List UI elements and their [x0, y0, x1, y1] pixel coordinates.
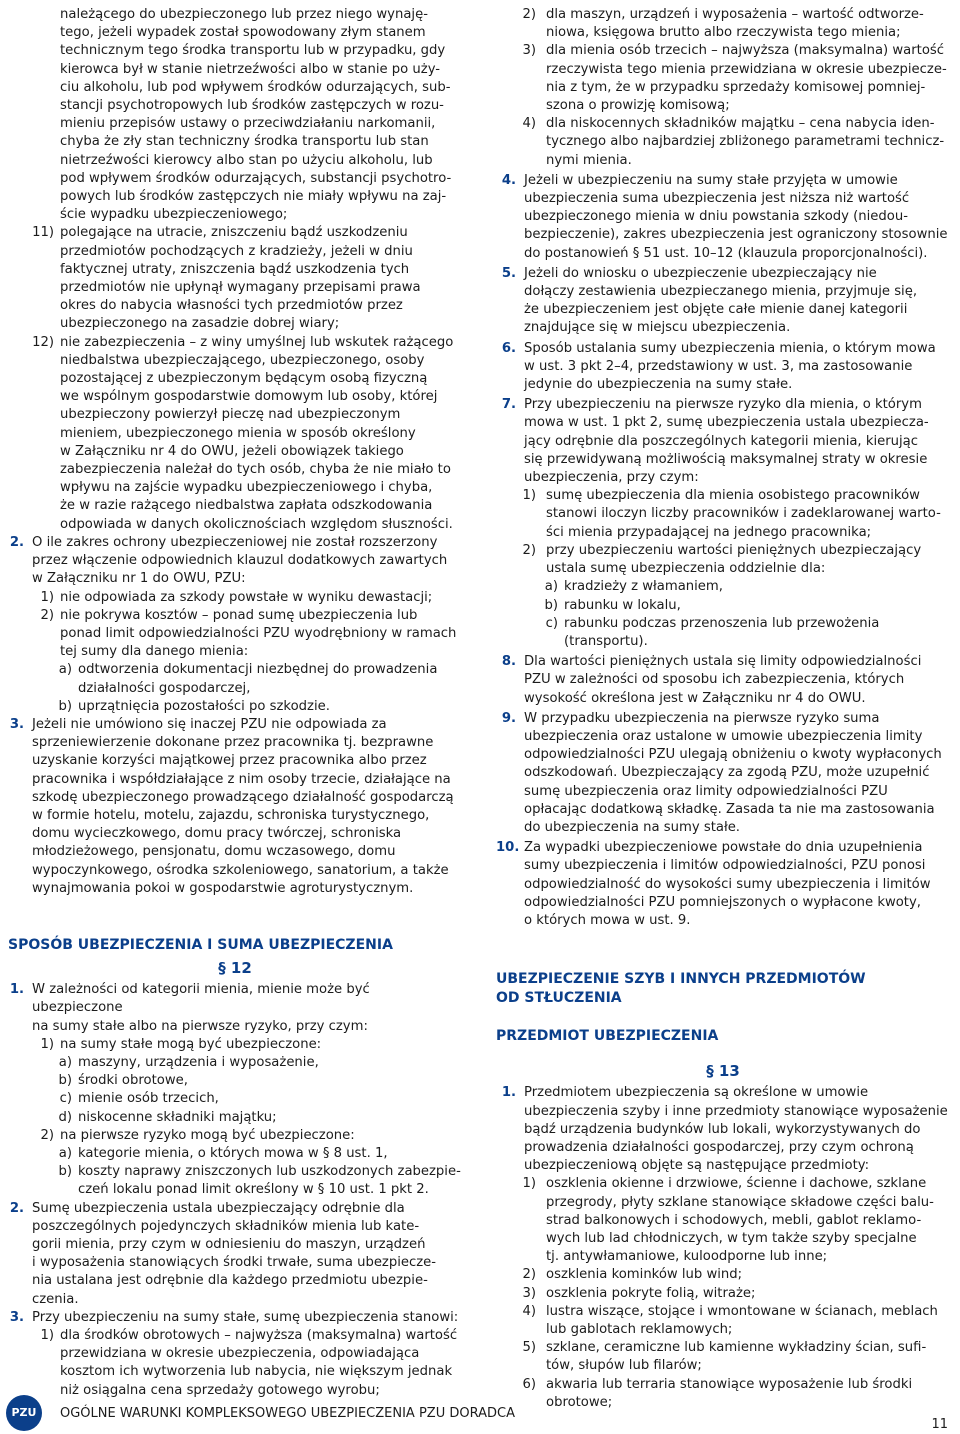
text-line: czenia. [32, 1291, 79, 1307]
text-line: czeń lokalu ponad limit określony w § 10 ust. 1 pkt 2. [78, 1182, 429, 1198]
sub-item [496, 1339, 950, 1375]
text-line: dla maszyn, urządzeń i wyposażenia – wartość odtworze- [546, 7, 924, 22]
sub-item-number: 4) [522, 116, 536, 132]
text-line: Sposób ustalania sumy ubezpieczenia mienia, o którym mowa [524, 340, 936, 356]
sub-sub-item-letter: a) [58, 1054, 72, 1070]
sub-item-number: 2) [522, 7, 536, 22]
text-line: odpowiedzialności PZU pomniejszonych o wypłacone kwoty, [524, 894, 921, 910]
sub-item [496, 1285, 950, 1303]
text-line: w ust. 3 pkt 2–4, przedstawiony w ust. 3, ma zastosowanie [524, 358, 913, 374]
sub-item [8, 1327, 462, 1400]
text-line: opłacając dodatkową składkę. Zasada ta nie ma zastosowania [524, 801, 935, 817]
sub-item-number: 2) [40, 1127, 54, 1143]
sub-item [496, 1266, 950, 1284]
text-line: lub gablotach reklamowych; [546, 1322, 733, 1337]
sub-sub-item [8, 1163, 462, 1199]
text-line: koszty naprawy zniszczonych lub uszkodzonych zabezpie- [78, 1164, 461, 1180]
section-7 [496, 396, 950, 487]
sub-sub-item-letter: b) [58, 698, 72, 714]
sub-item-number: 1) [40, 1036, 54, 1052]
text-line: uzyskanie korzyści majątkowej przez pracownika albo przez [32, 753, 427, 769]
text-line: pozostającej z ubezpieczonym będącym osobą fizyczną [60, 371, 428, 387]
sub-item-text [536, 542, 950, 578]
sub-sub-item [496, 615, 950, 651]
sub-item [496, 1376, 950, 1412]
text-line: PZU w zależności od sposobu ich zabezpieczenia, których [524, 672, 905, 688]
section-12-1 [8, 981, 462, 1036]
sub-item-text [54, 1036, 462, 1054]
sub-sub-item-text [72, 1090, 462, 1108]
text-line: przewidziana w okresie ubezpieczenia, odpowiadająca [60, 1346, 420, 1362]
text-line: oszklenia kominków lub wind; [546, 1267, 743, 1283]
sub-item [496, 115, 950, 170]
section-6 [496, 340, 950, 395]
text-line: okres do nabycia własności tych przedmiotów przez [60, 298, 403, 314]
section-text [516, 265, 950, 338]
subsection-heading: PRZEDMIOT UBEZPIECZENIA [496, 1028, 719, 1045]
sub-item-text [536, 6, 950, 42]
section-4 [496, 172, 950, 263]
item-text [54, 334, 462, 534]
sub-sub-item-letter: a) [544, 579, 558, 595]
right-column [496, 6, 950, 1412]
text-line: sumy ubezpieczenia i limitów odpowiedzialności, PZU ponosi [524, 858, 926, 874]
text-line: sumę ubezpieczenia oraz limity odpowiedzialności PZU [524, 783, 888, 799]
text-line: nie pokrywa kosztów – ponad sumę ubezpieczenia lub [60, 607, 418, 623]
sub-item [496, 542, 950, 578]
sub-item-number: 1) [522, 488, 536, 504]
item-number: 12) [32, 334, 54, 350]
section-number: 7. [501, 397, 516, 413]
section-number: 2. [9, 534, 24, 550]
text-line: mowa w ust. 1 pkt 2, sumę ubezpieczenia ustala ubezpiecza- [524, 415, 929, 431]
text-line: Przedmiotem ubezpieczenia są określone w umowie [524, 1085, 869, 1101]
text-line: odszkodowań. Ubezpieczający za zgodą PZU, może uzupełnić [524, 765, 930, 781]
text-line: odtworzenia dokumentacji niezbędnej do prowadzenia [78, 662, 438, 678]
text-line: technicznym tego środka transportu lub w przypadku, gdy [60, 43, 446, 59]
text-line: wynajmowania pokoi w gospodarstwie agroturystycznym. [32, 880, 414, 896]
text-line: tego, jeżeli wypadek został spowodowany złym stanem [60, 25, 426, 41]
text-line: zabezpieczenia należał do tych osób, chyba że nie miało to [60, 462, 451, 478]
text-line: nia z tym, że w przypadku sprzedaży komisowej pomniej- [546, 79, 926, 95]
text-line: dla mienia osób trzecich – najwyższa (maksymalna) wartość [546, 43, 945, 59]
sub-item-text [54, 1127, 462, 1145]
sub-item-text [536, 487, 950, 542]
sub-sub-item-letter: c) [545, 615, 558, 631]
text-line: nia ustalana jest odrębnie dla każdego przedmiotu ubezpie- [32, 1273, 428, 1289]
text-line: ubezpieczonego na zasadzie dobrej wiary; [60, 316, 340, 332]
text-line: o których mowa w ust. 9. [524, 912, 691, 928]
text-line: ciu alkoholu, lub pod wpływem środków odurzających, sub- [60, 79, 451, 95]
text-line: ubezpieczeniową objęte są następujące przedmioty: [524, 1158, 870, 1174]
text-line: polegające na utracie, zniszczeniu bądź uszkodzeniu [60, 225, 408, 241]
text-line: tj. antywłamaniowe, kuloodporne lub inne; [546, 1249, 828, 1265]
text-line: bądź urządzenia budynków lub lokali, wykorzystywanych do [524, 1121, 921, 1137]
text-line: poszczególnych pojedynczych składników mienia lub kate- [32, 1218, 420, 1234]
item-number: 11) [32, 225, 54, 241]
page-number: 11 [931, 1417, 948, 1432]
sub-item-number: 1) [40, 1328, 54, 1344]
list-item-12 [8, 334, 462, 534]
text-line: ponad limit odpowiedzialności PZU wyodrębniony w ramach [60, 625, 457, 641]
section-number: 5. [501, 265, 516, 281]
text-line: mieniu przepisów ustawy o przeciwdziałaniu narkomanii, [60, 116, 436, 132]
sub-item [496, 487, 950, 542]
sub-sub-item-text [558, 615, 950, 651]
text-line: pod wpływem środków odurzających, substancji psychotro- [60, 170, 452, 186]
section-text [24, 1309, 462, 1327]
text-line: młodzieżowego, pensjonatu, domu wczasowego, domu [32, 844, 396, 860]
text-line: sumę ubezpieczenia dla mienia osobistego pracowników [546, 488, 920, 504]
text-line: oszklenia pokryte folią, witraże; [546, 1285, 756, 1301]
text-line: rzeczywista tego mienia przewidziana w okresie ubezpiecze- [546, 61, 947, 77]
sub-item [496, 6, 950, 42]
text-line: faktycznej utraty, zniszczenia bądź uszkodzenia tych [60, 261, 410, 277]
sub-sub-item-text [558, 578, 950, 596]
text-line: Sumę ubezpieczenia ustala ubezpieczający odrębnie dla [32, 1200, 405, 1216]
text-line: ści mienia przypadającej na jednego pracownika; [546, 524, 872, 540]
text-line: ubezpieczenia suma ubezpieczenia jest niższa niż wartość [524, 191, 910, 207]
paragraph-symbol: § 13 [706, 1062, 740, 1081]
text-line: nie odpowiada za szkody powstałe w wyniku dewastacji; [60, 589, 433, 605]
text-line: W zależności od kategorii mienia, mienie może być ubezpieczone [32, 982, 370, 1016]
section-number: 10. [496, 840, 520, 856]
section-number: 2. [9, 1200, 24, 1216]
text-line: lustra wiszące, stojące i wmontowane w ścianach, meblach [546, 1303, 938, 1319]
sub-sub-item [8, 1054, 462, 1072]
sub-sub-item-letter: d) [58, 1109, 72, 1125]
text-line: wysokość określona jest w Załączniku nr 4 do OWU. [524, 690, 866, 706]
sub-item-text [536, 1175, 950, 1266]
text-line: odpowiedzialność do wysokości sumy ubezpieczenia i limitów [524, 876, 931, 892]
text-line: prowadzenia działalności gospodarczej, przy czym ochroną [524, 1139, 914, 1155]
section-9 [496, 710, 950, 837]
sub-sub-item-text [72, 1145, 462, 1163]
sub-item-number: 2) [522, 1267, 536, 1283]
section-13-1 [496, 1084, 950, 1175]
text-line: że w razie rażącego niedbalstwa zapłata odszkodowania [60, 498, 433, 514]
sub-sub-item [8, 1109, 462, 1127]
text-line: należącego do ubezpieczonego lub przez niego wynaję- [60, 7, 428, 22]
sub-item-text [536, 1339, 950, 1375]
item-text [54, 224, 462, 333]
sub-item-text [536, 42, 950, 115]
sub-item [496, 42, 950, 115]
text-line: i wyposażenia stanowiących środki trwałe, suma ubezpiecze- [32, 1255, 437, 1271]
text-line: gorii mienia, przy czym w odniesieniu do maszyn, urządzeń [32, 1237, 426, 1252]
text-line: powych lub środków zastępczych nie miały wpływu na zaj- [60, 189, 447, 205]
text-line: niowa, księgowa brutto albo rzeczywista tego mienia; [546, 25, 901, 41]
section-text [24, 534, 462, 589]
text-line: przedmiotów pochodzących z kradzieży, jeżeli w dniu [60, 243, 413, 259]
sub-sub-item [496, 597, 950, 615]
text-line: Dla wartości pieniężnych ustala się limity odpowiedzialności [524, 654, 922, 670]
text-line: że ubezpieczeniem jest objęte całe mienie danej kategorii [524, 302, 908, 318]
sub-item-number: 6) [522, 1376, 536, 1392]
text-line: niż osiągalna cena sprzedaży gotowego wyrobu; [60, 1382, 380, 1398]
text-line: ubezpieczony powierzył pieczę nad ubezpieczonym [60, 407, 401, 423]
section-number: 9. [501, 710, 516, 726]
sub-item-number: 2) [40, 607, 54, 623]
section-number: 1. [9, 982, 24, 998]
sub-sub-item-letter: c) [59, 1091, 72, 1107]
section-heading: SPOSÓB UBEZPIECZENIA I SUMA UBEZPIECZENIA [8, 936, 393, 953]
section-text [516, 396, 950, 487]
text-line: ubezpieczenia szyby i inne przedmioty stanowiące wyposażenie [524, 1103, 948, 1119]
text-line: znajdujące się w miejscu ubezpieczenia. [524, 320, 791, 336]
text-line: pracownika i współdziałające z nim osoby trzecie, działające na [32, 771, 451, 787]
text-line: szklane, ceramiczne lub kamienne wykładziny ścian, sufi- [546, 1340, 927, 1356]
sub-sub-item-text [72, 1072, 462, 1090]
text-line: ście wypadku ubezpieczeniowego; [60, 207, 288, 223]
sub-sub-item-letter: b) [58, 1164, 72, 1180]
text-line: mieniem, ubezpieczonego mienia w sposób określony [60, 425, 416, 441]
text-line: jący odrębnie dla poszczególnych kategorii mienia, kierując [524, 433, 919, 449]
sub-sub-item [8, 1145, 462, 1163]
sub-sub-item [8, 1090, 462, 1108]
text-line: w Załączniku nr 4 do OWU, jeżeli obowiązek takiego [60, 443, 404, 459]
text-line: maszyny, urządzenia i wyposażenie, [78, 1054, 319, 1070]
sub-item-text [536, 1376, 950, 1412]
text-line: niedbalstwa ubezpieczającego, ubezpieczonego, osoby [60, 352, 425, 368]
text-line: na sumy stałe albo na pierwsze ryzyko, przy czym: [32, 1018, 368, 1034]
sub-item-text [536, 1303, 950, 1339]
sub-sub-item [8, 1072, 462, 1090]
list-item-11 [8, 224, 462, 333]
sub-sub-item-text [72, 1054, 462, 1072]
text-line: na sumy stałe mogą być ubezpieczone: [60, 1036, 322, 1052]
section-text [516, 340, 950, 395]
text-line: w Załączniku nr 1 do OWU, PZU: [32, 571, 246, 587]
text-line: odpowiada w danych okolicznościach względom słuszności. [60, 516, 453, 532]
section-5 [496, 265, 950, 338]
text-line: rabunku podczas przenoszenia lub przewożenia [564, 615, 880, 631]
text-line: obrotowe; [546, 1394, 613, 1410]
text-line: domu wycieczkowego, domu pracy twórczej, schroniska [32, 826, 402, 842]
text-line: do postanowień § 51 ust. 10–12 (klauzula proporcjonalności). [524, 245, 928, 261]
text-line: rabunku w lokalu, [564, 597, 681, 613]
sub-item-text [54, 1327, 462, 1400]
text-line: niskocenne składniki majątku; [78, 1109, 277, 1125]
sub-item-number: 2) [522, 542, 536, 558]
text-line: przedmiotów nie upłynął wymagany przepisami prawa [60, 280, 421, 296]
sub-item-text [536, 1266, 950, 1284]
sub-sub-item-text [72, 661, 462, 697]
text-line: tej sumy dla danego mienia: [60, 644, 249, 660]
sub-item-number: 4) [522, 1303, 536, 1319]
text-line: Jeżeli w ubezpieczeniu na sumy stałe przyjęta w umowie [524, 172, 898, 188]
sub-item [496, 1303, 950, 1339]
text-line: kosztom ich wytworzenia lub nabycia, nie większym jednak [60, 1364, 453, 1380]
text-line: kategorie mienia, o których mowa w § 8 ust. 1, [78, 1145, 388, 1161]
sub-sub-item [8, 698, 462, 716]
sub-item-text [54, 607, 462, 662]
text-line: chyba że zły stan techniczny środka transportu lub stan [60, 134, 429, 150]
sub-sub-item-text [72, 1109, 462, 1127]
sub-sub-item-letter: a) [58, 1145, 72, 1161]
text-line: we wspólnym gospodarstwie domowym lub osoby, której [60, 389, 438, 405]
text-line: tów, słupów lub filarów; [546, 1358, 702, 1374]
sub-sub-item [8, 661, 462, 697]
text-line: kierowca był w stanie nietrzeźwości albo w stanie po uży- [60, 61, 441, 77]
text-line: nymi mienia. [546, 152, 632, 168]
sub-item-number: 1) [40, 589, 54, 605]
section-text [516, 839, 950, 930]
text-line: szona o prowizję komisową; [546, 98, 730, 114]
text-line: wpływu na zajście wypadku ubezpieczeniowego i chyba, [60, 480, 433, 496]
sub-sub-item [496, 578, 950, 596]
sub-sub-item-text [558, 597, 950, 615]
text-line: ubezpieczenia oraz ustalone w umowie ubezpieczenia limity [524, 728, 923, 744]
text-line: W przypadku ubezpieczenia na pierwsze ryzyko suma [524, 710, 880, 726]
section-10 [496, 839, 950, 930]
section-text [24, 1200, 462, 1309]
paragraph-symbol: § 12 [218, 958, 252, 977]
footer-title: OGÓLNE WARUNKI KOMPLEKSOWEGO UBEZPIECZENIA PZU DORADCA [60, 1406, 515, 1421]
section-12-2 [8, 1200, 462, 1309]
text-line: nie zabezpieczenia – z winy umyślnej lub wskutek rażącego [60, 334, 454, 350]
sub-sub-item-letter: b) [58, 1073, 72, 1089]
text-line: Jeżeli do wniosku o ubezpieczenie ubezpieczający nie [524, 265, 877, 281]
section-12-3 [8, 1309, 462, 1327]
text-line: dołączy zestawienia ubezpieczanego mienia, przyjmuje się, [524, 284, 918, 300]
text-line: tycznego albo najbardziej zbliżonego parametrami technicz- [546, 134, 945, 150]
text-line: ubezpieczenia, przy czym: [524, 470, 699, 486]
text-line: Za wypadki ubezpieczeniowe powstałe do dnia uzupełnienia [524, 840, 923, 856]
sub-item [8, 607, 462, 662]
text-line: szkodę ubezpieczonego prowadzącego działalność gospodarczą [32, 789, 454, 805]
sub-item-text [536, 115, 950, 170]
text-line: dla niskocennych składników majątku – cena nabycia iden- [546, 116, 935, 132]
text-line: ubezpieczonego mienia w dniu powstania szkody (niedou- [524, 209, 908, 225]
heading-line: UBEZPIECZENIE SZYB I INNYCH PRZEDMIOTÓW [496, 971, 866, 988]
text-line: na pierwsze ryzyko mogą być ubezpieczone: [60, 1127, 355, 1143]
text-line: strad balkonowych i schodowych, mebli, gablot reklamo- [546, 1212, 922, 1228]
text-line: się przewidywaną możliwością maksymalnej straty w okresie [524, 451, 928, 467]
sub-sub-item-letter: b) [544, 597, 558, 613]
section-text [516, 1084, 950, 1175]
section-text [24, 716, 462, 898]
section-number: 3. [9, 1309, 24, 1325]
text-line: kradzieży z włamaniem, [564, 579, 723, 595]
text-line: stancji psychotropowych lub środków zastępczych w rozu- [60, 98, 444, 114]
text-line: do ubezpieczenia na sumy stałe. [524, 819, 741, 835]
text-line: Przy ubezpieczeniu na sumy stałe, sumę ubezpieczenia stanowi: [32, 1309, 459, 1325]
heading-line: OD STŁUCZENIA [496, 990, 622, 1007]
text-line: oszklenia okienne i drzwiowe, ścienne i dachowe, szklane [546, 1176, 927, 1192]
text-line: bezpieczenie), zakres ubezpieczenia jest ograniczony stosownie [524, 227, 948, 243]
sub-sub-item-text [72, 1163, 462, 1199]
text-line: przegrody, płyty szklane stanowiące składowe części balu- [546, 1194, 934, 1210]
sub-sub-item-letter: a) [58, 662, 72, 678]
sub-item [8, 1036, 462, 1054]
section-3 [8, 716, 462, 898]
sub-item-number: 3) [522, 1285, 536, 1301]
text-line: wych lub lad chłodniczych, w tym także szyby specjalne [546, 1230, 917, 1246]
section-2 [8, 534, 462, 589]
sub-item [8, 1127, 462, 1145]
text-line: mienie osób trzecich, [78, 1091, 219, 1107]
sub-item-number: 1) [522, 1176, 536, 1192]
text-line: działalności gospodarczej, [78, 680, 251, 696]
left-column [8, 6, 462, 1400]
text-line: odpowiedzialności PZU ulegają obniżeniu o kwoty wypłaconych [524, 747, 942, 763]
text-line: nietrzeźwości kierowcy albo stan po użyciu alkoholu, lub [60, 152, 433, 168]
text-line: (transportu). [564, 633, 648, 649]
section-number: 3. [9, 716, 24, 732]
text-line: wypoczynkowego, ośrodka szkoleniowego, sanatorium, a także [32, 862, 449, 878]
sub-item-text [536, 1285, 950, 1303]
text-line: dla środków obrotowych – najwyższa (maksymalna) wartość [60, 1328, 458, 1344]
text-line: O ile zakres ochrony ubezpieczeniowej nie został rozszerzony [32, 534, 438, 550]
text-line: uprzątnięcia pozostałości po szkodzie. [78, 698, 330, 714]
section-number: 8. [501, 654, 516, 670]
section-number: 4. [501, 172, 516, 188]
section-text [516, 172, 950, 263]
section-number: 1. [501, 1085, 516, 1101]
section-8 [496, 653, 950, 708]
pzu-logo [6, 1395, 42, 1431]
logo-text: PZU [11, 1405, 37, 1419]
section-text [24, 981, 462, 1036]
text-line: przy ubezpieczeniu wartości pieniężnych ubezpieczający [546, 542, 922, 558]
sub-item-number: 5) [522, 1340, 536, 1356]
section-text [516, 653, 950, 708]
text-line: akwaria lub terraria stanowiące wyposażenie lub środki [546, 1376, 913, 1392]
text-line: ustala sumę ubezpieczenia oddzielnie dla: [546, 561, 826, 577]
text-line: Jeżeli nie umówiono się inaczej PZU nie odpowiada za [32, 716, 387, 732]
text-line: stanowi iloczyn liczby pracowników i zadeklarowanej warto- [546, 506, 941, 522]
section-number: 6. [501, 340, 516, 356]
text-line: przez włączenie odpowiednich klauzul dodatkowych zawartych [32, 553, 448, 569]
sub-sub-item-text [72, 698, 462, 716]
sub-item-text [54, 589, 462, 607]
text-line: jedynie do ubezpieczenia na sumy stałe. [524, 377, 793, 393]
text-line: środki obrotowe, [78, 1073, 188, 1089]
sub-item-number: 3) [522, 43, 536, 59]
text-line: Przy ubezpieczeniu na pierwsze ryzyko dla mienia, o którym [524, 397, 922, 413]
section-text [516, 710, 950, 837]
text-line: w formie hotelu, motelu, zajazdu, schroniska turystycznego, [32, 807, 430, 823]
text-line: sprzeniewierzenie dokonane przez pracownika tj. bezprawne [32, 735, 434, 751]
section-heading [496, 970, 950, 1008]
continued-item-text [8, 6, 462, 224]
sub-item [8, 589, 462, 607]
sub-item [496, 1175, 950, 1266]
